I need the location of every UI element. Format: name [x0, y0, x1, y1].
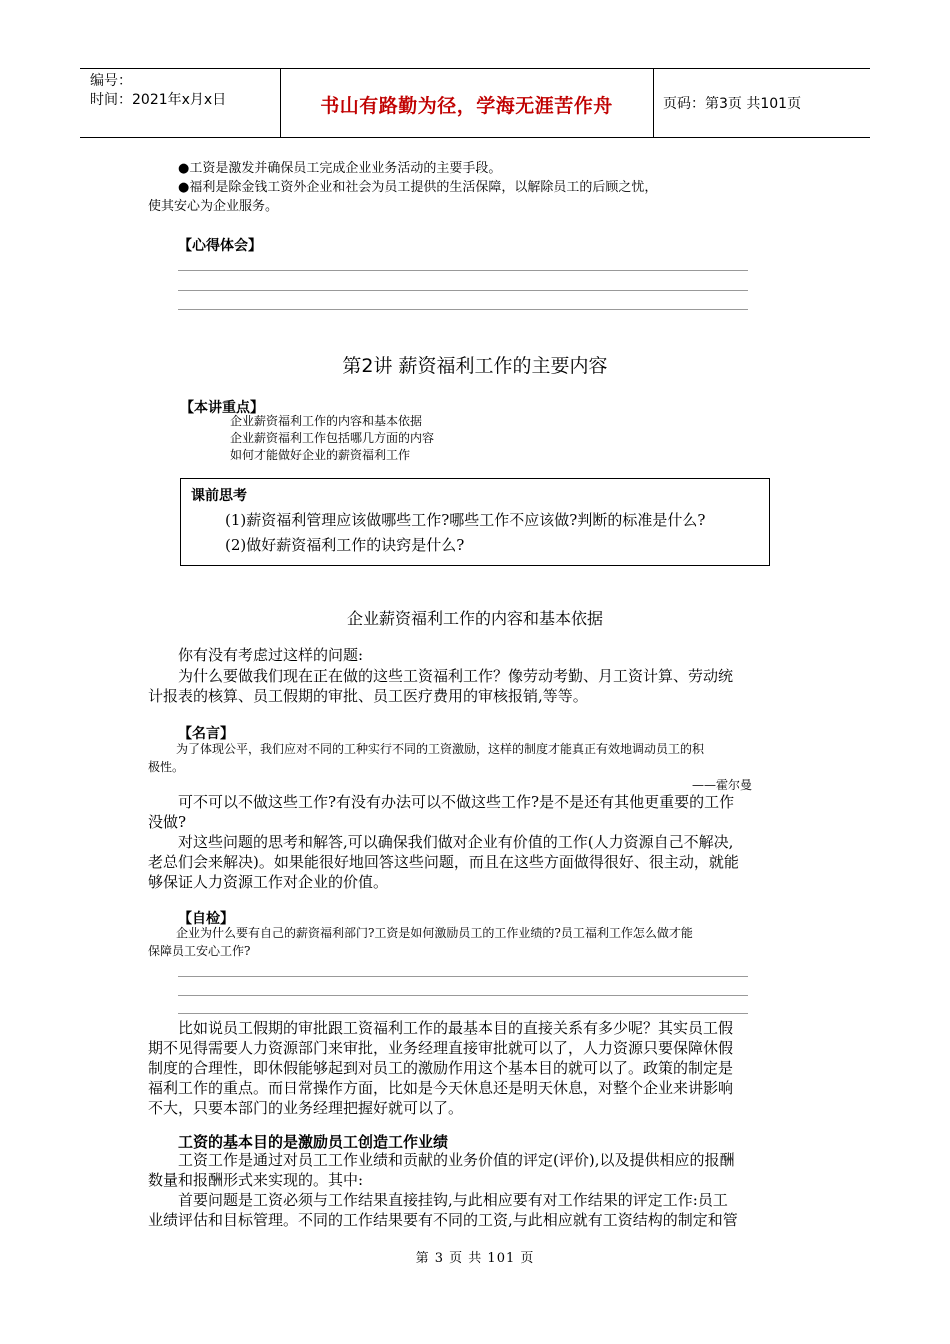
pre-class-thinking-box [180, 478, 770, 566]
bullet-welfare: ●福利是除金钱工资外企业和社会为员工提供的生活保障，以解除员工的后顾之忧， [178, 180, 658, 195]
header-page-cell [653, 69, 870, 137]
page-header [80, 68, 870, 138]
paragraph: 为什么要做我们现在正在做的这些工资福利工作？像劳动考勤、月工资计算、劳动统 [178, 667, 734, 685]
header-meta-cell [80, 69, 281, 137]
paragraph: 比如说员工假期的审批跟工资福利工作的最基本目的直接关系有多少呢？其实员工假 [178, 1019, 734, 1037]
selfcheck-text: 企业为什么要有自己的薪资福利部门?工资是如何激励员工的工作业绩的?员工福利工作怎么做才能 [176, 926, 693, 940]
write-line [178, 290, 748, 291]
date-label: 时间：2021年x月x日 [90, 92, 227, 108]
write-line [178, 995, 748, 996]
paragraph-cont: 福利工作的重点。而日常操作方面，比如是今天休息还是明天休息，对整个企业来讲影响 [148, 1079, 734, 1097]
write-line [178, 1013, 748, 1014]
think-question: (2)做好薪资福利工作的诀窍是什么? [225, 536, 465, 554]
insight-label: 【心得体会】 [178, 238, 262, 254]
paragraph: 对这些问题的思考和解答,可以确保我们做对企业有价值的工作(人力资源自己不解决, [178, 833, 734, 851]
page-footer: 第 3 页 共 101 页 [415, 1251, 535, 1266]
paragraph: 你有没有考虑过这样的问题: [178, 646, 364, 664]
paragraph-cont: 够保证人力资源工作对企业的价值。 [148, 873, 389, 891]
selfcheck-text-cont: 保障员工安心工作? [148, 944, 251, 958]
paragraph-cont: 不大，只要本部门的业务经理把握好就可以了。 [148, 1099, 464, 1117]
quote-text-cont: 极性。 [148, 760, 185, 774]
paragraph-cont: 数量和报酬形式来实现的。其中: [148, 1171, 364, 1189]
quote-label: 【名言】 [178, 726, 234, 742]
wage-heading: 工资的基本目的是激励员工创造工作业绩 [178, 1133, 449, 1151]
paragraph-cont: 业绩评估和目标管理。不同的工作结果要有不同的工资,与此相应就有工资结构的制定和管 [148, 1211, 738, 1229]
paragraph-cont: 期不见得需要人力资源部门来审批，业务经理直接审批就可以了，人力资源只要保障休假 [148, 1039, 734, 1057]
header-motto-cell [280, 69, 654, 137]
page-info: 页码：第3页 共101页 [663, 96, 802, 112]
paragraph: 首要问题是工资必须与工作结果直接挂钩,与此相应要有对工作结果的评定工作:员工 [178, 1191, 728, 1209]
paragraph-cont: 计报表的核算、员工假期的审批、员工医疗费用的审核报销,等等。 [148, 687, 588, 705]
write-line [178, 270, 748, 271]
paragraph-cont: 制度的合理性，即休假能够起到对员工的激励作用这个基本目的就可以了。政策的制定是 [148, 1059, 734, 1077]
number-label: 编号： [90, 73, 132, 89]
focus-item: 如何才能做好企业的薪资福利工作 [230, 448, 411, 462]
quote-text: 为了体现公平，我们应对不同的工种实行不同的工资激励，这样的制度才能真正有效地调动员工的积 [176, 742, 705, 756]
lecture-title: 第2讲 薪资福利工作的主要内容 [342, 355, 608, 377]
think-question: (1)薪资福利管理应该做哪些工作?哪些工作不应该做?判断的标准是什么? [225, 511, 706, 529]
section-title: 企业薪资福利工作的内容和基本依据 [346, 609, 603, 628]
bullet-welfare-cont: 使其安心为企业服务。 [148, 199, 279, 214]
think-title: 课前思考 [191, 488, 247, 504]
focus-item: 企业薪资福利工作的内容和基本依据 [230, 414, 423, 428]
quote-author: ——霍尔曼 [692, 778, 753, 792]
paragraph: 可不可以不做这些工作?有没有办法可以不做这些工作?是不是还有其他更重要的工作 [178, 793, 735, 811]
motto: 书山有路勤为径，学海无涯苦作舟 [320, 95, 613, 117]
paragraph-cont: 老总们会来解决)。如果能很好地回答这些问题，而且在这些方面做得很好、很主动，就能 [148, 853, 739, 871]
write-line [178, 309, 748, 310]
paragraph: 工资工作是通过对员工工作业绩和贡献的业务价值的评定(评价),以及提供相应的报酬 [178, 1151, 735, 1169]
focus-label: 【本讲重点】 [180, 400, 264, 416]
selfcheck-label: 【自检】 [178, 911, 234, 927]
focus-item: 企业薪资福利工作包括哪几方面的内容 [230, 431, 435, 445]
bullet-wage: ●工资是激发并确保员工完成企业业务活动的主要手段。 [178, 161, 502, 176]
write-line [178, 976, 748, 977]
paragraph-cont: 没做? [148, 813, 187, 831]
